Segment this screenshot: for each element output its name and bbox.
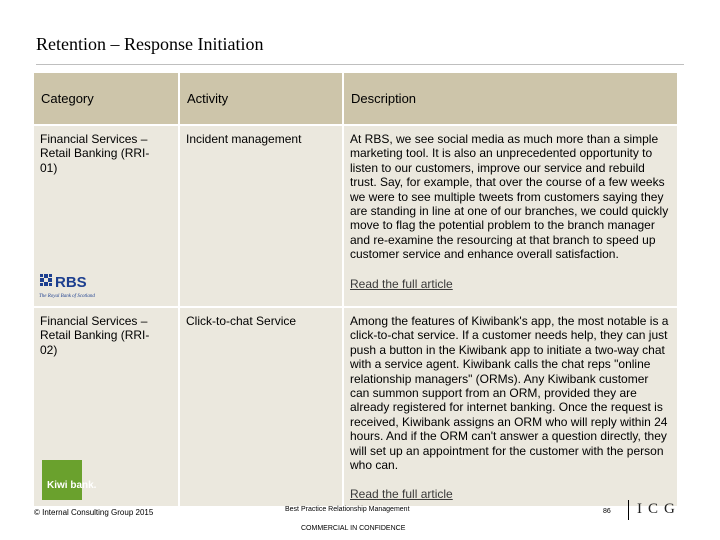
footer-copyright: © Internal Consulting Group 2015 [34,508,154,517]
description-text: At RBS, we see social media as much more than a simple marketing tool. It is also an unprecedented opportunity to listen to our customers, improve our service and rebuild trust. Say, for example, that over the course of a few weeks we were to see multiple tweets from customers saying they are standing in line at one of our branches, we could quickly move to flag the potential problem to the branch manager and re-examine the resourcing at that branch to speed up customer service and enhance overall satisfaction. [350,132,669,262]
description-text: Among the features of Kiwibank's app, the most notable is a click-to-chat service. If a customer needs help, they can just push a button in the Kiwibank app to initiate a two-way chat with a service agent. Kiwibank calls the chat reps "online relationship managers" (ORMs). Any Kiwibank customer can summon support from an ORM, provided they are already registered for internet banking. Once the request is received, Kiwibank assigns an ORM who will reply within 24 hours. And if the ORM can't answer a question directly, they will set up an appointment for the customer with the person who can. [350,314,669,473]
category-text: Financial Services – Retail Banking (RRI-02) [40,314,150,357]
description-cell [343,125,677,307]
practice-table [34,73,677,506]
kiwibank-logo [42,460,97,500]
rbs-wordmark: RBS [55,274,87,291]
rbs-tagline: The Royal Bank of Scotland [39,294,95,299]
table-row [34,125,677,307]
kiwibank-wordmark: Kiwi bank. [47,479,97,491]
slide-title: Retention – Response Initiation [36,34,264,54]
table-header-row [34,73,677,125]
header-category: Category [34,73,179,125]
header-activity: Activity [179,73,343,125]
rbs-logo [38,272,98,300]
title-divider [36,64,684,65]
description-cell [343,307,677,506]
footer-document-title: Best Practice Relationship Management [285,506,410,513]
table-row [34,307,677,506]
icg-wordmark: ICG [637,501,681,517]
footer-confidentiality: COMMERCIAL IN CONFIDENCE [301,525,406,532]
header-description: Description [343,73,677,125]
activity-cell: Incident management [179,125,343,307]
category-cell [34,307,179,506]
category-cell [34,125,179,307]
activity-cell: Click-to-chat Service [179,307,343,506]
read-article-link[interactable]: Read the full article [350,487,453,502]
category-text: Financial Services – Retail Banking (RRI-01) [40,132,150,175]
read-article-link[interactable]: Read the full article [350,276,453,291]
icg-logo [628,500,681,520]
page-number: 86 [603,508,611,515]
